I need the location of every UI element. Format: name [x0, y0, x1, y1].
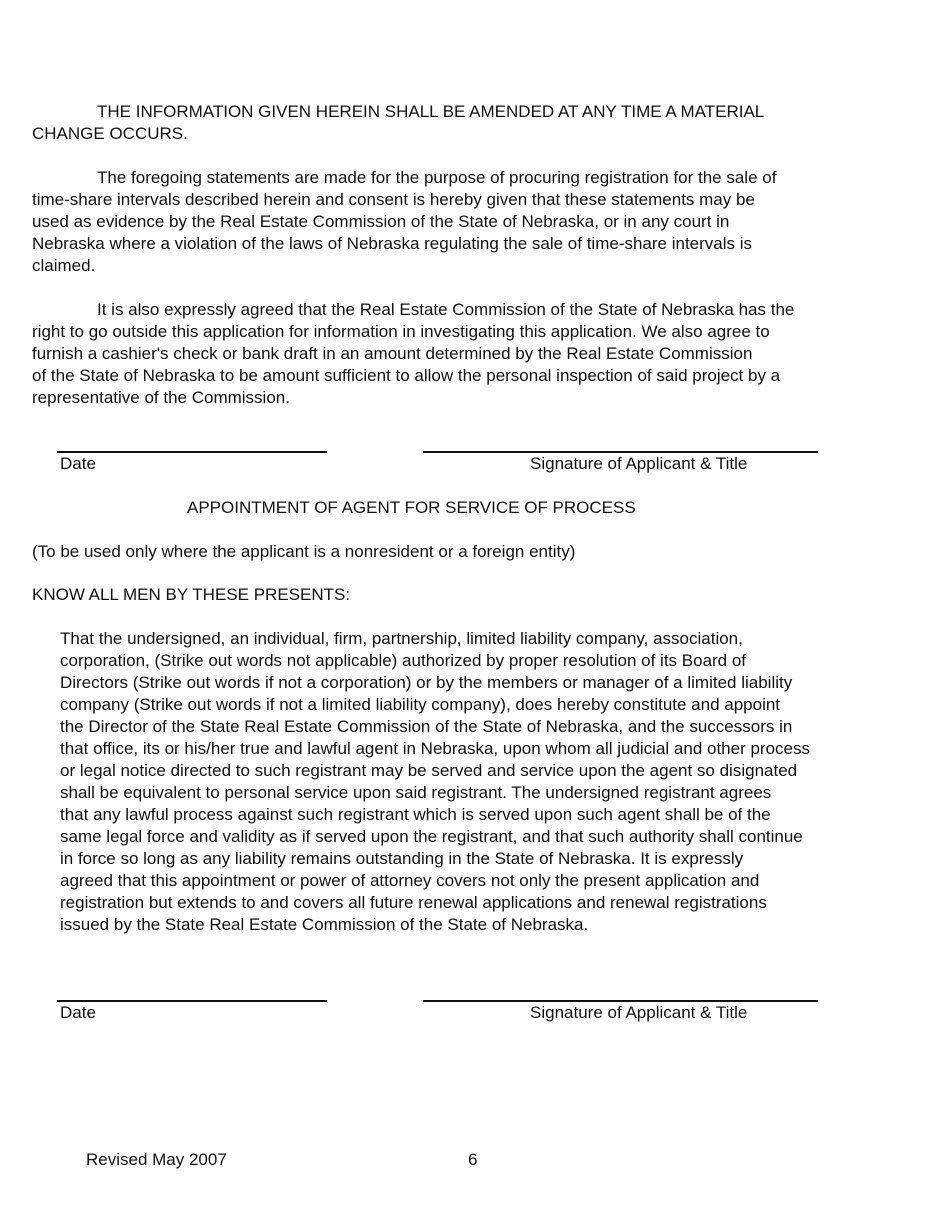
foregoing-line-1: The foregoing statements are made for the purpose of procuring registration for the sale of	[97, 168, 777, 187]
appointment-body-line: that office, its or his/her true and lawful agent in Nebraska, upon whom all judicial and other process	[60, 739, 810, 758]
date-signature-line-2	[57, 1000, 327, 1002]
appointment-body-line: company (Strike out words if not a limited liability company), does hereby constitute and appoint	[60, 695, 781, 714]
appointment-body-line: Directors (Strike out words if not a corporation) or by the members or manager of a limited liability	[60, 673, 793, 692]
agreed-line-3: furnish a cashier's check or bank draft in an amount determined by the Real Estate Commission	[32, 344, 753, 363]
know-all-men: KNOW ALL MEN BY THESE PRESENTS:	[32, 585, 351, 604]
amend-notice-line-1: THE INFORMATION GIVEN HEREIN SHALL BE AMENDED AT ANY TIME A MATERIAL	[97, 102, 765, 121]
date-signature-line-1	[57, 451, 327, 453]
appointment-body-line: that any lawful process against such registrant which is served upon such agent shall be of the	[60, 805, 771, 824]
date-label-1: Date	[60, 454, 96, 473]
amend-notice-line-2: CHANGE OCCURS.	[32, 124, 188, 143]
agreed-line-2: right to go outside this application for information in investigating this application. We also agree to	[32, 322, 770, 341]
page-number: 6	[468, 1150, 478, 1169]
agreed-line-4: of the State of Nebraska to be amount sufficient to allow the personal inspection of said project by a	[32, 366, 781, 385]
agreed-line-5: representative of the Commission.	[32, 388, 290, 407]
signature-label-2: Signature of Applicant & Title	[530, 1003, 748, 1022]
appointment-body-line: That the undersigned, an individual, firm, partnership, limited liability company, association,	[60, 629, 743, 648]
appointment-body-line: same legal force and validity as if served upon the registrant, and that such authority shall continue	[60, 827, 803, 846]
appointment-body-line: shall be equivalent to personal service upon said registrant. The undersigned registrant agrees	[60, 783, 772, 802]
usage-note: (To be used only where the applicant is a nonresident or a foreign entity)	[32, 542, 576, 561]
foregoing-line-2: time-share intervals described herein and consent is hereby given that these statements may be	[32, 190, 755, 209]
appointment-heading: APPOINTMENT OF AGENT FOR SERVICE OF PROCESS	[187, 498, 636, 517]
appointment-body-line: or legal notice directed to such registrant may be served and service upon the agent so disignated	[60, 761, 798, 780]
foregoing-line-4: Nebraska where a violation of the laws of Nebraska regulating the sale of time-share intervals is	[32, 234, 753, 253]
appointment-body-line: registration but extends to and covers all future renewal applications and renewal registrations	[60, 893, 767, 912]
appointment-body-line: the Director of the State Real Estate Commission of the State of Nebraska, and the successors in	[60, 717, 793, 736]
appointment-body-line: agreed that this appointment or power of attorney covers not only the present application and	[60, 871, 760, 890]
date-label-2: Date	[60, 1003, 96, 1022]
revision-date: Revised May 2007	[86, 1150, 227, 1169]
appointment-body-line: issued by the State Real Estate Commission of the State of Nebraska.	[60, 915, 589, 934]
agreed-line-1: It is also expressly agreed that the Real Estate Commission of the State of Nebraska has the	[97, 300, 795, 319]
appointment-body-line: in force so long as any liability remains outstanding in the State of Nebraska. It is expressly	[60, 849, 744, 868]
signature-label-1: Signature of Applicant & Title	[530, 454, 748, 473]
foregoing-line-5: claimed.	[32, 256, 96, 275]
appointment-body-line: corporation, (Strike out words not applicable) authorized by proper resolution of its Board of	[60, 651, 747, 670]
foregoing-line-3: used as evidence by the Real Estate Commission of the State of Nebraska, or in any court in	[32, 212, 730, 231]
